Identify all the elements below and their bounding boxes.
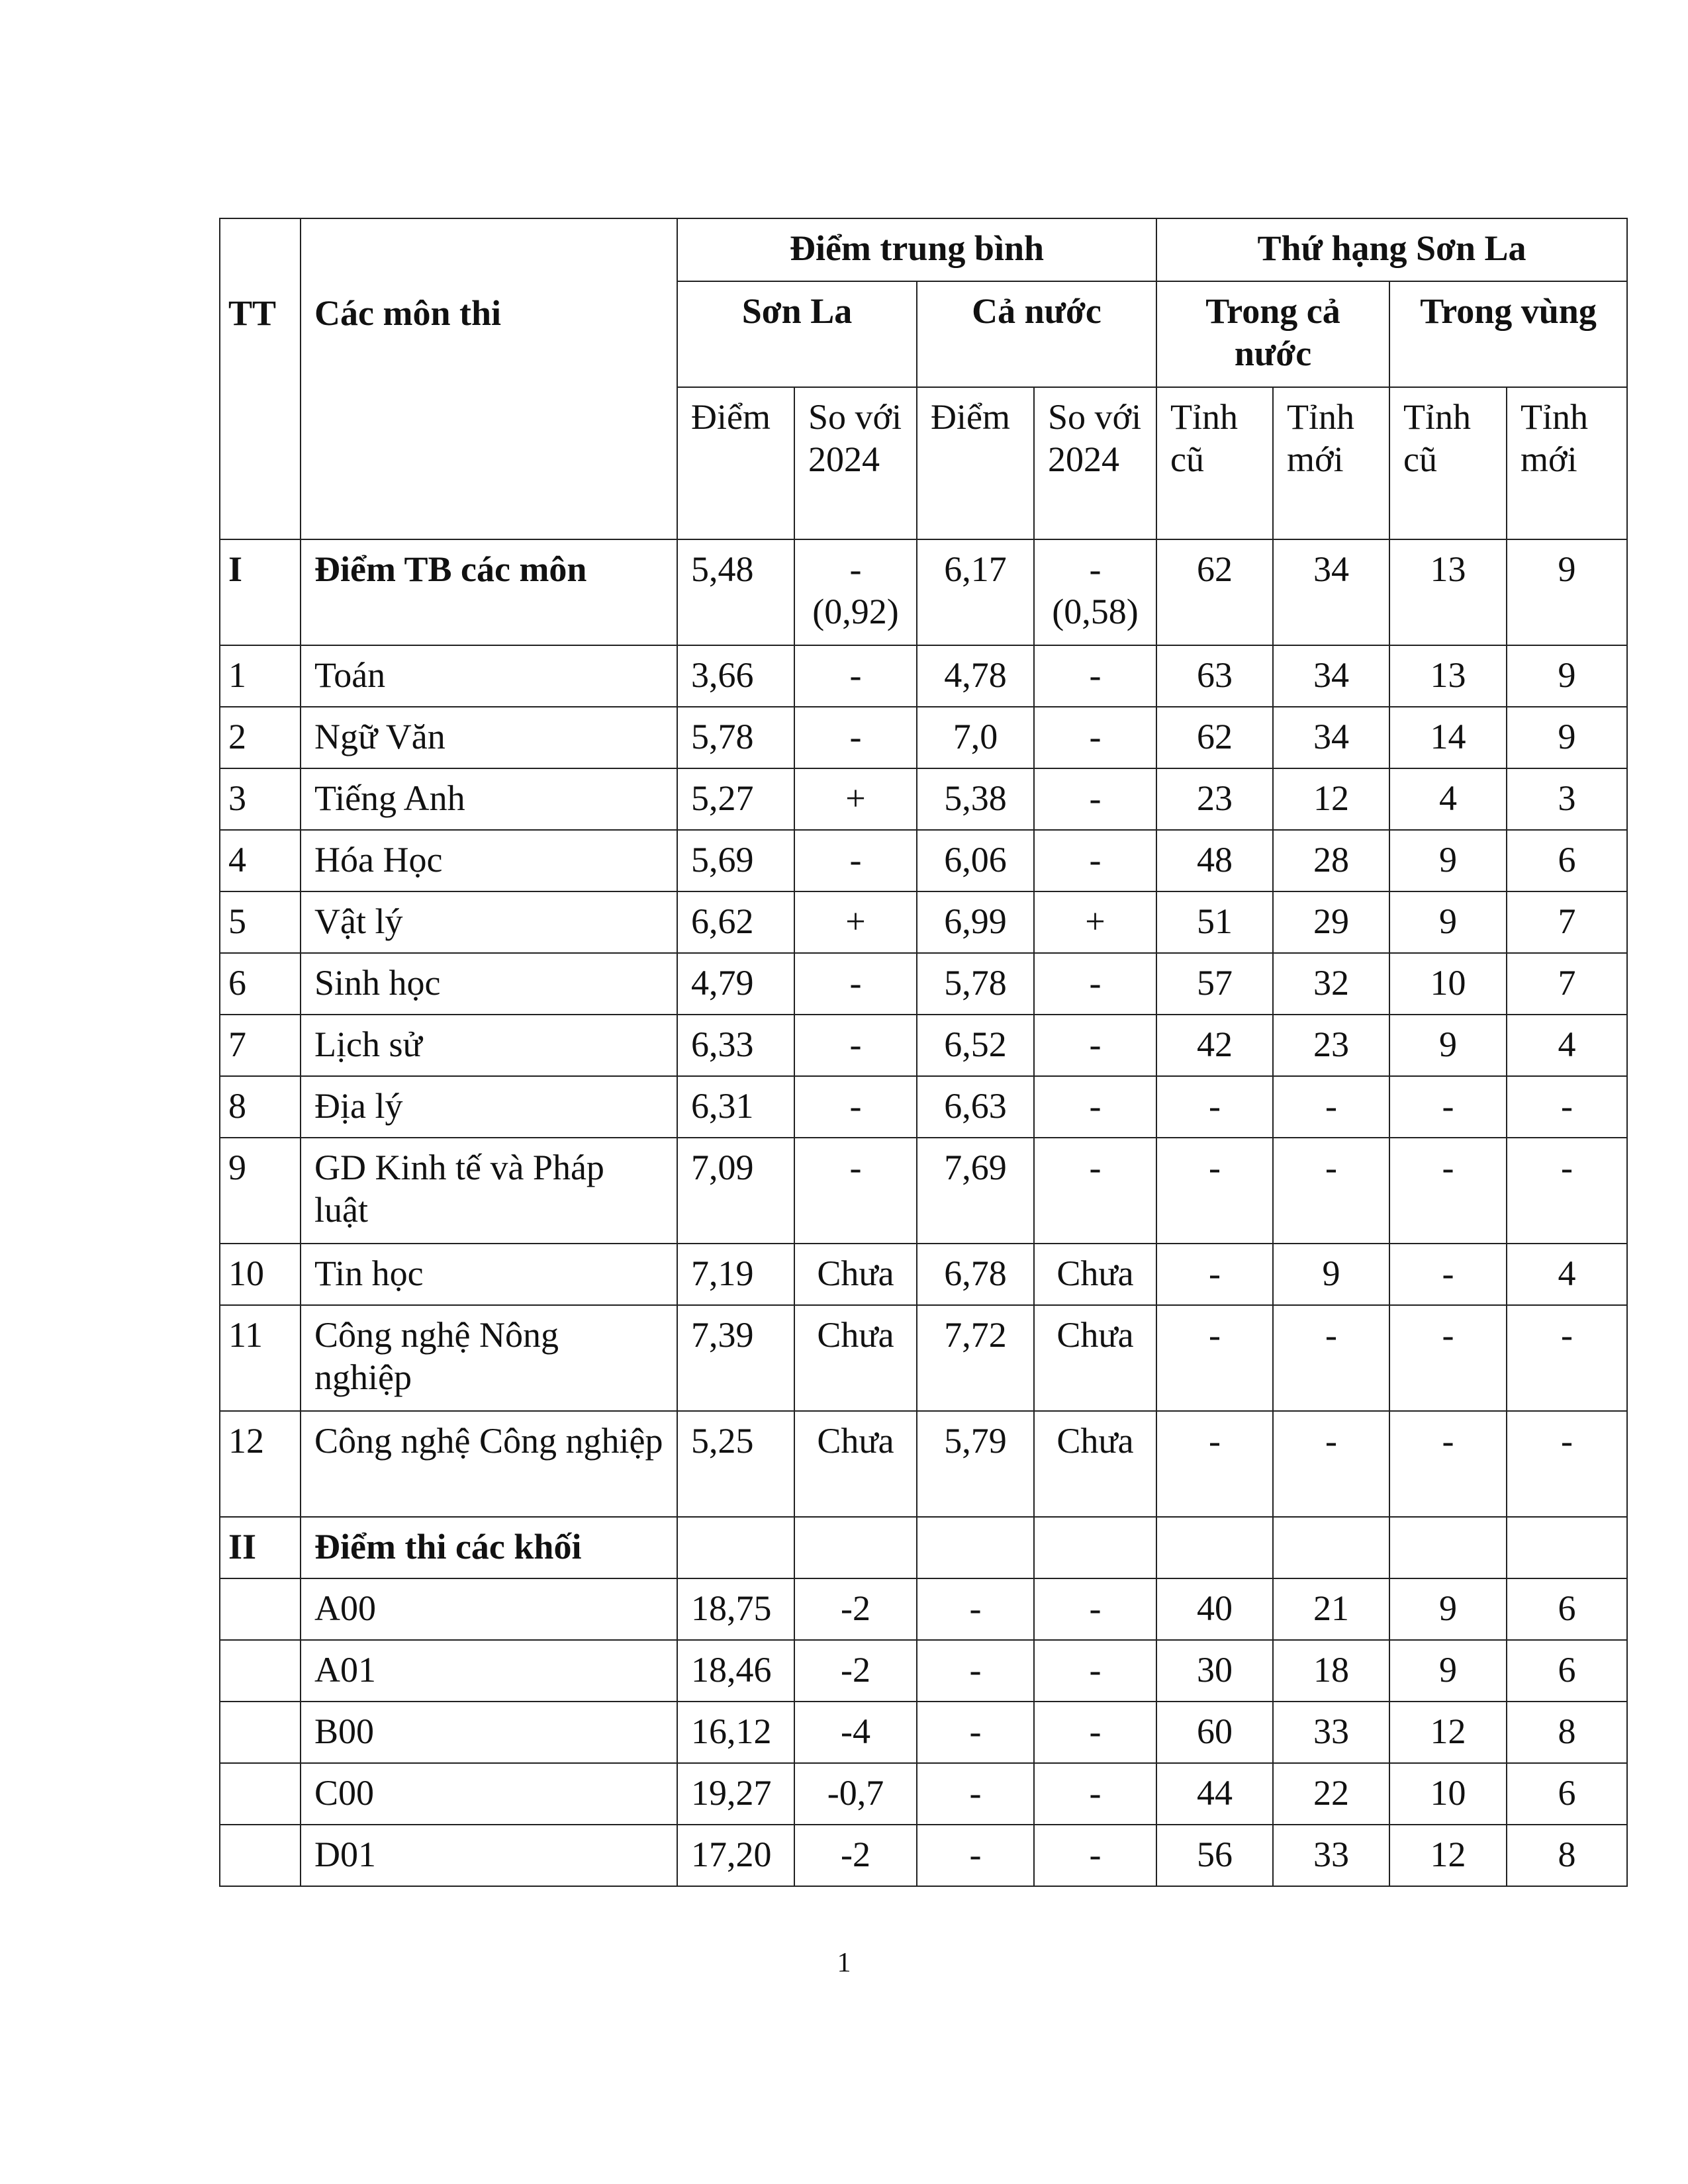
cell-so-voi-son-la: Chưa xyxy=(794,1411,917,1517)
cell-tinh-cu-ca-nuoc: 60 xyxy=(1156,1702,1273,1763)
row-number: 3 xyxy=(220,768,301,830)
cell-diem-ca-nuoc: 7,0 xyxy=(917,707,1034,768)
row-number: 12 xyxy=(220,1411,301,1517)
cell-diem-son-la: 6,62 xyxy=(677,891,794,953)
row-number: 11 xyxy=(220,1305,301,1411)
row-number xyxy=(220,1702,301,1763)
cell-tinh-moi-vung: 6 xyxy=(1507,1640,1627,1702)
header-tinh-cu-ca-nuoc: Tỉnh cũ xyxy=(1156,387,1273,539)
cell-tinh-moi-ca-nuoc: 29 xyxy=(1273,891,1389,953)
row-label: A01 xyxy=(301,1640,677,1702)
subject-row xyxy=(220,1244,1627,1305)
cell-tinh-moi-vung: 6 xyxy=(1507,1763,1627,1825)
cell-diem-son-la: 18,75 xyxy=(677,1578,794,1640)
cell-tinh-cu-vung: - xyxy=(1389,1076,1507,1138)
cell-diem-ca-nuoc: - xyxy=(917,1640,1034,1702)
cell-empty xyxy=(1273,1517,1389,1578)
cell-tinh-cu-ca-nuoc: - xyxy=(1156,1138,1273,1244)
section-row-average xyxy=(220,539,1627,645)
cell-tinh-moi-ca-nuoc: - xyxy=(1273,1411,1389,1517)
cell-tinh-cu-ca-nuoc: 40 xyxy=(1156,1578,1273,1640)
cell-empty xyxy=(917,1517,1034,1578)
row-number: 7 xyxy=(220,1015,301,1076)
cell-diem-ca-nuoc: 6,52 xyxy=(917,1015,1034,1076)
cell-tinh-cu-vung: 4 xyxy=(1389,768,1507,830)
cell-tinh-moi-ca-nuoc: - xyxy=(1273,1076,1389,1138)
cell-diem-son-la: 5,48 xyxy=(677,539,794,645)
page-number: 1 xyxy=(837,1948,851,1978)
cell-tinh-cu-vung: 9 xyxy=(1389,1578,1507,1640)
section-row-blocks xyxy=(220,1517,1627,1578)
cell-so-voi-ca-nuoc: + xyxy=(1034,891,1156,953)
cell-empty xyxy=(677,1517,794,1578)
cell-tinh-cu-vung: 9 xyxy=(1389,830,1507,891)
subject-row xyxy=(220,645,1627,707)
cell-diem-ca-nuoc: 4,78 xyxy=(917,645,1034,707)
cell-so-voi-son-la: -2 xyxy=(794,1825,917,1886)
cell-empty xyxy=(1507,1517,1627,1578)
cell-tinh-cu-vung: - xyxy=(1389,1244,1507,1305)
cell-tinh-cu-ca-nuoc: 23 xyxy=(1156,768,1273,830)
cell-tinh-moi-ca-nuoc: 12 xyxy=(1273,768,1389,830)
cell-tinh-moi-vung: 7 xyxy=(1507,891,1627,953)
row-label: D01 xyxy=(301,1825,677,1886)
cell-tinh-cu-vung: 10 xyxy=(1389,1763,1507,1825)
cell-diem-son-la: 6,33 xyxy=(677,1015,794,1076)
row-label: Lịch sử xyxy=(301,1015,677,1076)
cell-tinh-cu-vung: - xyxy=(1389,1305,1507,1411)
row-number xyxy=(220,1825,301,1886)
cell-tinh-cu-ca-nuoc: 48 xyxy=(1156,830,1273,891)
cell-tinh-cu-ca-nuoc: 44 xyxy=(1156,1763,1273,1825)
cell-tinh-cu-ca-nuoc: - xyxy=(1156,1244,1273,1305)
cell-so-voi-ca-nuoc: - xyxy=(1034,1076,1156,1138)
cell-tinh-cu-vung: 9 xyxy=(1389,891,1507,953)
cell-diem-son-la: 5,27 xyxy=(677,768,794,830)
cell-diem-son-la: 18,46 xyxy=(677,1640,794,1702)
cell-diem-ca-nuoc: - xyxy=(917,1702,1034,1763)
header-row-1 xyxy=(220,218,1627,281)
row-label: Ngữ Văn xyxy=(301,707,677,768)
cell-so-voi-son-la: + xyxy=(794,768,917,830)
header-average-score: Điểm trung bình xyxy=(677,218,1156,281)
cell-diem-son-la: 6,31 xyxy=(677,1076,794,1138)
cell-so-voi-ca-nuoc: Chưa xyxy=(1034,1411,1156,1517)
row-label: GD Kinh tế và Pháp luật xyxy=(301,1138,677,1244)
row-number: 5 xyxy=(220,891,301,953)
cell-so-voi-son-la: - xyxy=(794,1015,917,1076)
score-ranking-table xyxy=(219,218,1628,1887)
row-number xyxy=(220,1578,301,1640)
cell-so-voi-son-la: -4 xyxy=(794,1702,917,1763)
subject-row xyxy=(220,1138,1627,1244)
cell-tinh-moi-vung: - xyxy=(1507,1076,1627,1138)
cell-tinh-cu-ca-nuoc: 57 xyxy=(1156,953,1273,1015)
row-label: Tiếng Anh xyxy=(301,768,677,830)
cell-tinh-cu-ca-nuoc: 51 xyxy=(1156,891,1273,953)
cell-tinh-moi-vung: 9 xyxy=(1507,539,1627,645)
row-label: Công nghệ Công nghiệp xyxy=(301,1411,677,1517)
row-label: Địa lý xyxy=(301,1076,677,1138)
cell-tinh-cu-vung: 9 xyxy=(1389,1015,1507,1076)
header-tinh-cu-vung: Tỉnh cũ xyxy=(1389,387,1507,539)
cell-diem-ca-nuoc: 5,79 xyxy=(917,1411,1034,1517)
cell-diem-son-la: 7,09 xyxy=(677,1138,794,1244)
block-row xyxy=(220,1763,1627,1825)
header-trong-vung: Trong vùng xyxy=(1389,281,1627,387)
cell-tinh-moi-ca-nuoc: - xyxy=(1273,1138,1389,1244)
cell-so-voi-son-la: -0,7 xyxy=(794,1763,917,1825)
cell-tinh-cu-vung: 13 xyxy=(1389,645,1507,707)
cell-diem-son-la: 19,27 xyxy=(677,1763,794,1825)
row-number: II xyxy=(220,1517,301,1578)
cell-tinh-cu-vung: - xyxy=(1389,1138,1507,1244)
cell-diem-ca-nuoc: 6,06 xyxy=(917,830,1034,891)
cell-so-voi-ca-nuoc: - xyxy=(1034,1015,1156,1076)
row-number: 4 xyxy=(220,830,301,891)
header-diem-ca-nuoc: Điểm xyxy=(917,387,1034,539)
header-ca-nuoc: Cả nước xyxy=(917,281,1156,387)
header-son-la-rank: Thứ hạng Sơn La xyxy=(1156,218,1627,281)
row-label: Vật lý xyxy=(301,891,677,953)
cell-so-voi-son-la: - xyxy=(794,1076,917,1138)
cell-tinh-moi-ca-nuoc: 23 xyxy=(1273,1015,1389,1076)
cell-diem-son-la: 3,66 xyxy=(677,645,794,707)
subject-row xyxy=(220,953,1627,1015)
cell-diem-ca-nuoc: - xyxy=(917,1578,1034,1640)
row-label: Điểm TB các môn xyxy=(301,539,677,645)
subject-row xyxy=(220,1076,1627,1138)
cell-so-voi-ca-nuoc: - xyxy=(1034,1763,1156,1825)
header-diem-son-la: Điểm xyxy=(677,387,794,539)
cell-so-voi-ca-nuoc: - xyxy=(1034,707,1156,768)
cell-tinh-moi-ca-nuoc: - xyxy=(1273,1305,1389,1411)
header-trong-ca-nuoc: Trong cả nước xyxy=(1156,281,1389,387)
cell-tinh-cu-vung: 10 xyxy=(1389,953,1507,1015)
cell-tinh-moi-ca-nuoc: 33 xyxy=(1273,1702,1389,1763)
cell-tinh-moi-ca-nuoc: 18 xyxy=(1273,1640,1389,1702)
row-number: 10 xyxy=(220,1244,301,1305)
cell-empty xyxy=(794,1517,917,1578)
cell-so-voi-ca-nuoc: - xyxy=(1034,830,1156,891)
cell-tinh-moi-vung: 6 xyxy=(1507,1578,1627,1640)
cell-so-voi-son-la: - xyxy=(794,830,917,891)
cell-tinh-cu-ca-nuoc: 42 xyxy=(1156,1015,1273,1076)
row-number: 8 xyxy=(220,1076,301,1138)
row-number: 9 xyxy=(220,1138,301,1244)
row-label: B00 xyxy=(301,1702,677,1763)
cell-diem-son-la: 17,20 xyxy=(677,1825,794,1886)
cell-tinh-moi-vung: 4 xyxy=(1507,1244,1627,1305)
cell-diem-son-la: 7,19 xyxy=(677,1244,794,1305)
cell-so-voi-son-la: Chưa xyxy=(794,1244,917,1305)
cell-so-voi-son-la: - xyxy=(794,707,917,768)
cell-tinh-cu-vung: - xyxy=(1389,1411,1507,1517)
block-row xyxy=(220,1640,1627,1702)
block-row xyxy=(220,1702,1627,1763)
cell-diem-son-la: 5,78 xyxy=(677,707,794,768)
cell-empty xyxy=(1156,1517,1273,1578)
block-row xyxy=(220,1825,1627,1886)
cell-tinh-cu-ca-nuoc: 30 xyxy=(1156,1640,1273,1702)
subject-row xyxy=(220,830,1627,891)
cell-tinh-cu-ca-nuoc: - xyxy=(1156,1305,1273,1411)
cell-tinh-moi-ca-nuoc: 33 xyxy=(1273,1825,1389,1886)
cell-tinh-moi-ca-nuoc: 34 xyxy=(1273,707,1389,768)
cell-so-voi-ca-nuoc: - xyxy=(1034,1702,1156,1763)
cell-so-voi-son-la: -2 xyxy=(794,1578,917,1640)
cell-diem-ca-nuoc: 7,69 xyxy=(917,1138,1034,1244)
cell-diem-ca-nuoc: - xyxy=(917,1825,1034,1886)
cell-so-voi-son-la: Chưa xyxy=(794,1305,917,1411)
cell-diem-son-la: 4,79 xyxy=(677,953,794,1015)
row-label: Toán xyxy=(301,645,677,707)
row-label: Công nghệ Nông nghiệp xyxy=(301,1305,677,1411)
cell-so-voi-ca-nuoc: Chưa xyxy=(1034,1244,1156,1305)
cell-tinh-moi-vung: 7 xyxy=(1507,953,1627,1015)
row-number xyxy=(220,1763,301,1825)
row-label: C00 xyxy=(301,1763,677,1825)
cell-tinh-moi-ca-nuoc: 28 xyxy=(1273,830,1389,891)
cell-so-voi-son-la: - xyxy=(794,1138,917,1244)
header-tt: TT xyxy=(220,218,301,539)
cell-so-voi-ca-nuoc: - xyxy=(1034,645,1156,707)
cell-tinh-moi-vung: 6 xyxy=(1507,830,1627,891)
cell-tinh-moi-ca-nuoc: 9 xyxy=(1273,1244,1389,1305)
subject-row xyxy=(220,1411,1627,1517)
cell-tinh-moi-ca-nuoc: 34 xyxy=(1273,539,1389,645)
cell-so-voi-ca-nuoc: - xyxy=(1034,768,1156,830)
cell-tinh-cu-ca-nuoc: 62 xyxy=(1156,539,1273,645)
cell-tinh-moi-vung: - xyxy=(1507,1305,1627,1411)
cell-tinh-cu-vung: 13 xyxy=(1389,539,1507,645)
cell-diem-son-la: 5,69 xyxy=(677,830,794,891)
row-label: Điểm thi các khối xyxy=(301,1517,677,1578)
header-so-voi-ca-nuoc: So với 2024 xyxy=(1034,387,1156,539)
cell-diem-ca-nuoc: 6,63 xyxy=(917,1076,1034,1138)
cell-tinh-moi-vung: - xyxy=(1507,1411,1627,1517)
cell-diem-son-la: 5,25 xyxy=(677,1411,794,1517)
row-number: 6 xyxy=(220,953,301,1015)
cell-tinh-cu-ca-nuoc: 56 xyxy=(1156,1825,1273,1886)
subject-row xyxy=(220,891,1627,953)
row-label: Hóa Học xyxy=(301,830,677,891)
cell-so-voi-ca-nuoc: - xyxy=(1034,1138,1156,1244)
cell-tinh-cu-ca-nuoc: - xyxy=(1156,1076,1273,1138)
cell-so-voi-son-la: - (0,92) xyxy=(794,539,917,645)
cell-tinh-cu-vung: 14 xyxy=(1389,707,1507,768)
cell-diem-ca-nuoc: 5,38 xyxy=(917,768,1034,830)
cell-tinh-moi-ca-nuoc: 32 xyxy=(1273,953,1389,1015)
row-label: Tin học xyxy=(301,1244,677,1305)
row-number: 2 xyxy=(220,707,301,768)
cell-so-voi-son-la: - xyxy=(794,645,917,707)
header-son-la: Sơn La xyxy=(677,281,917,387)
header-subject: Các môn thi xyxy=(301,218,677,539)
row-number: 1 xyxy=(220,645,301,707)
cell-tinh-cu-vung: 12 xyxy=(1389,1825,1507,1886)
cell-so-voi-ca-nuoc: - xyxy=(1034,953,1156,1015)
cell-tinh-moi-ca-nuoc: 22 xyxy=(1273,1763,1389,1825)
cell-diem-ca-nuoc: - xyxy=(917,1763,1034,1825)
cell-tinh-cu-ca-nuoc: 63 xyxy=(1156,645,1273,707)
header-so-voi-son-la: So với 2024 xyxy=(794,387,917,539)
cell-so-voi-son-la: - xyxy=(794,953,917,1015)
cell-diem-son-la: 16,12 xyxy=(677,1702,794,1763)
cell-tinh-moi-vung: 4 xyxy=(1507,1015,1627,1076)
subject-row xyxy=(220,768,1627,830)
cell-empty xyxy=(1034,1517,1156,1578)
cell-so-voi-ca-nuoc: - (0,58) xyxy=(1034,539,1156,645)
cell-tinh-moi-vung: 8 xyxy=(1507,1702,1627,1763)
cell-empty xyxy=(1389,1517,1507,1578)
cell-tinh-moi-ca-nuoc: 21 xyxy=(1273,1578,1389,1640)
subject-row xyxy=(220,1305,1627,1411)
cell-tinh-moi-vung: 8 xyxy=(1507,1825,1627,1886)
cell-diem-son-la: 7,39 xyxy=(677,1305,794,1411)
header-tinh-moi-ca-nuoc: Tỉnh mới xyxy=(1273,387,1389,539)
row-label: A00 xyxy=(301,1578,677,1640)
row-number: I xyxy=(220,539,301,645)
cell-tinh-moi-vung: 9 xyxy=(1507,645,1627,707)
cell-diem-ca-nuoc: 6,17 xyxy=(917,539,1034,645)
cell-tinh-cu-ca-nuoc: - xyxy=(1156,1411,1273,1517)
cell-tinh-cu-vung: 12 xyxy=(1389,1702,1507,1763)
cell-so-voi-son-la: + xyxy=(794,891,917,953)
cell-so-voi-ca-nuoc: - xyxy=(1034,1640,1156,1702)
cell-tinh-moi-vung: 3 xyxy=(1507,768,1627,830)
cell-diem-ca-nuoc: 6,78 xyxy=(917,1244,1034,1305)
cell-so-voi-son-la: -2 xyxy=(794,1640,917,1702)
cell-tinh-moi-vung: 9 xyxy=(1507,707,1627,768)
row-label: Sinh học xyxy=(301,953,677,1015)
cell-so-voi-ca-nuoc: - xyxy=(1034,1578,1156,1640)
cell-diem-ca-nuoc: 5,78 xyxy=(917,953,1034,1015)
row-number xyxy=(220,1640,301,1702)
cell-so-voi-ca-nuoc: - xyxy=(1034,1825,1156,1886)
subject-row xyxy=(220,1015,1627,1076)
cell-tinh-moi-ca-nuoc: 34 xyxy=(1273,645,1389,707)
cell-tinh-cu-ca-nuoc: 62 xyxy=(1156,707,1273,768)
cell-so-voi-ca-nuoc: Chưa xyxy=(1034,1305,1156,1411)
cell-tinh-moi-vung: - xyxy=(1507,1138,1627,1244)
header-tinh-moi-vung: Tỉnh mới xyxy=(1507,387,1627,539)
subject-row xyxy=(220,707,1627,768)
block-row xyxy=(220,1578,1627,1640)
cell-diem-ca-nuoc: 6,99 xyxy=(917,891,1034,953)
cell-tinh-cu-vung: 9 xyxy=(1389,1640,1507,1702)
cell-diem-ca-nuoc: 7,72 xyxy=(917,1305,1034,1411)
